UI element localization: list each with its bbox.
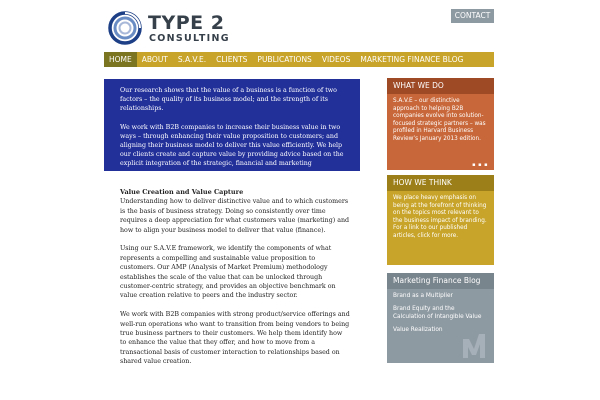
body-paragraph: Using our S.A.V.E framework, we identify the components of what represents a compelling and sustainable value proposition to customers. Our AMP (Analysis of Market Premium) methodology establishes the scale of the value that can be unlocked through customer-centric strategy, and provides an objective benchmark on value creation relative to peers and the industry sector.: [120, 245, 336, 300]
blog-link[interactable]: Brand as a Multiplier: [393, 293, 453, 299]
nav-item-save[interactable]: S.A.V.E.: [177, 55, 207, 64]
main-nav: [104, 52, 494, 67]
intro-panel: [104, 79, 360, 171]
logo[interactable]: [108, 11, 228, 47]
nav-item-clients[interactable]: CLIENTS: [216, 55, 248, 64]
logo-swirl-icon: [108, 11, 142, 45]
logo-title: TYPE 2: [148, 12, 225, 34]
nav-item-videos[interactable]: VIDEOS: [321, 55, 351, 64]
m-watermark-icon: [461, 331, 487, 359]
body-paragraph: Understanding how to deliver distinctive value and to which customers is the basis of business strategy. Doing so consistently over time requires a deep appreciation for what customers value (marketing) and how to align your business model to deliver that value (finance).: [120, 198, 350, 234]
nav-item-home[interactable]: HOME: [104, 52, 137, 67]
panel-title: Marketing Finance Blog: [387, 273, 494, 289]
panel-title: WHAT WE DO: [387, 78, 494, 94]
nav-item-marketing-finance-blog[interactable]: MARKETING FINANCE BLOG: [360, 55, 464, 64]
body-paragraph: We work with B2B companies with strong product/service offerings and well-run operations who want to transition from being vendors to being true business partners to their customers. We help them identify how to enhance the value that they offer, and how to move from a transactional basis of customer interaction to relationships based on shared value creation.: [120, 311, 350, 366]
blog-link[interactable]: Brand Equity and the Calculation of Intangible Value: [393, 306, 482, 320]
logo-subtitle: CONSULTING: [149, 33, 230, 44]
what-we-do-panel[interactable]: [387, 78, 494, 170]
panel-text: S.A.V.E – our distinctive approach to helping B2B companies evolve into solution-focused strategic partners – was profiled in Harvard Business Review’s January 2013 edition.: [393, 98, 486, 142]
section-heading: Value Creation and Value Capture: [120, 188, 244, 196]
more-dots-icon: ▪ ▪ ▪: [472, 162, 488, 168]
panel-text: We place heavy emphasis on being at the forefront of thinking on the topics most relevant to the business impact of branding. For a link to our published articles, click for more.: [393, 195, 487, 239]
blog-link[interactable]: Value Realization: [393, 327, 443, 334]
nav-item-publications[interactable]: PUBLICATIONS: [257, 55, 312, 64]
panel-title: HOW WE THINK: [387, 175, 494, 191]
marketing-finance-blog-panel: [387, 273, 494, 363]
contact-button[interactable]: CONTACT: [451, 9, 494, 23]
intro-paragraph: We work with B2B companies to increase their business value in two ways – through enhancing their value proposition to customers; and aligning their business model to deliver this value efficiently. We help our clients create and capture value by providing advice based on the explicit integration of the strategic, financial and marketing: [120, 123, 344, 168]
nav-item-about[interactable]: ABOUT: [141, 55, 168, 64]
intro-paragraph: Our research shows that the value of a business is a function of two factors – the quality of its business model; and the strength of its relationships.: [120, 87, 337, 113]
main-content: [120, 188, 350, 376]
blog-links: [387, 289, 494, 335]
how-we-think-panel[interactable]: [387, 175, 494, 265]
